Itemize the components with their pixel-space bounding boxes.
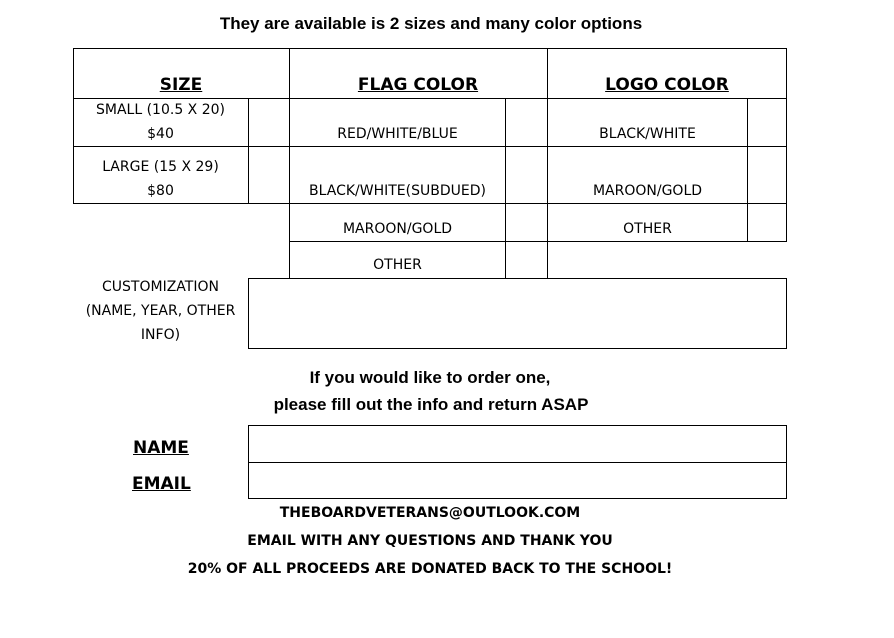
flag-color-option: MAROON/GOLD	[342, 221, 453, 237]
flag-color-option: BLACK/WHITE(SUBDUED)	[309, 183, 486, 199]
logo-color-option: MAROON/GOLD	[592, 183, 703, 199]
email-input[interactable]	[249, 463, 786, 498]
page-heading: They are available is 2 sizes and many color options	[219, 14, 643, 33]
customization-label-line: (NAME, YEAR, OTHER	[85, 303, 236, 319]
customization-label	[73, 275, 248, 347]
customization-field[interactable]	[249, 279, 786, 348]
customization-label-line: CUSTOMIZATION	[102, 279, 219, 295]
size-large-label: LARGE (15 X 29)	[102, 159, 219, 175]
customization-label-line: INFO)	[140, 327, 181, 343]
size-option-small	[73, 98, 248, 146]
flag-color-header: FLAG COLOR	[357, 75, 479, 95]
size-option-large	[73, 155, 248, 203]
name-input[interactable]	[249, 426, 786, 462]
order-instructions-line: please fill out the info and return ASAP	[273, 395, 589, 414]
logo-color-checkbox[interactable]	[748, 99, 786, 146]
size-header: SIZE	[159, 75, 203, 95]
size-small-price: $40	[147, 126, 174, 142]
email-label: EMAIL	[132, 474, 191, 494]
logo-color-checkbox[interactable]	[748, 204, 786, 241]
order-instructions	[0, 364, 862, 418]
flag-color-checkbox[interactable]	[506, 242, 547, 278]
flag-color-option: RED/WHITE/BLUE	[337, 126, 458, 142]
contact-email: THEBOARDVETERANS@OUTLOOK.COM	[279, 505, 581, 521]
questions-note: EMAIL WITH ANY QUESTIONS AND THANK YOU	[247, 533, 613, 549]
size-large-checkbox[interactable]	[249, 147, 289, 203]
logo-color-option: BLACK/WHITE	[599, 126, 696, 142]
name-label: NAME	[133, 438, 189, 458]
flag-color-checkbox[interactable]	[506, 204, 547, 241]
size-small-checkbox[interactable]	[249, 99, 289, 146]
flag-color-option: OTHER	[373, 257, 422, 273]
order-instructions-line: If you would like to order one,	[309, 368, 551, 387]
logo-color-checkbox[interactable]	[748, 147, 786, 203]
flag-color-checkbox[interactable]	[506, 99, 547, 146]
logo-color-option: OTHER	[623, 221, 672, 237]
donation-note: 20% OF ALL PROCEEDS ARE DONATED BACK TO THE SCHOOL!	[187, 561, 673, 577]
logo-color-header: LOGO COLOR	[605, 75, 729, 95]
size-large-price: $80	[147, 183, 174, 199]
size-small-label: SMALL (10.5 X 20)	[96, 102, 225, 118]
flag-color-checkbox[interactable]	[506, 147, 547, 203]
